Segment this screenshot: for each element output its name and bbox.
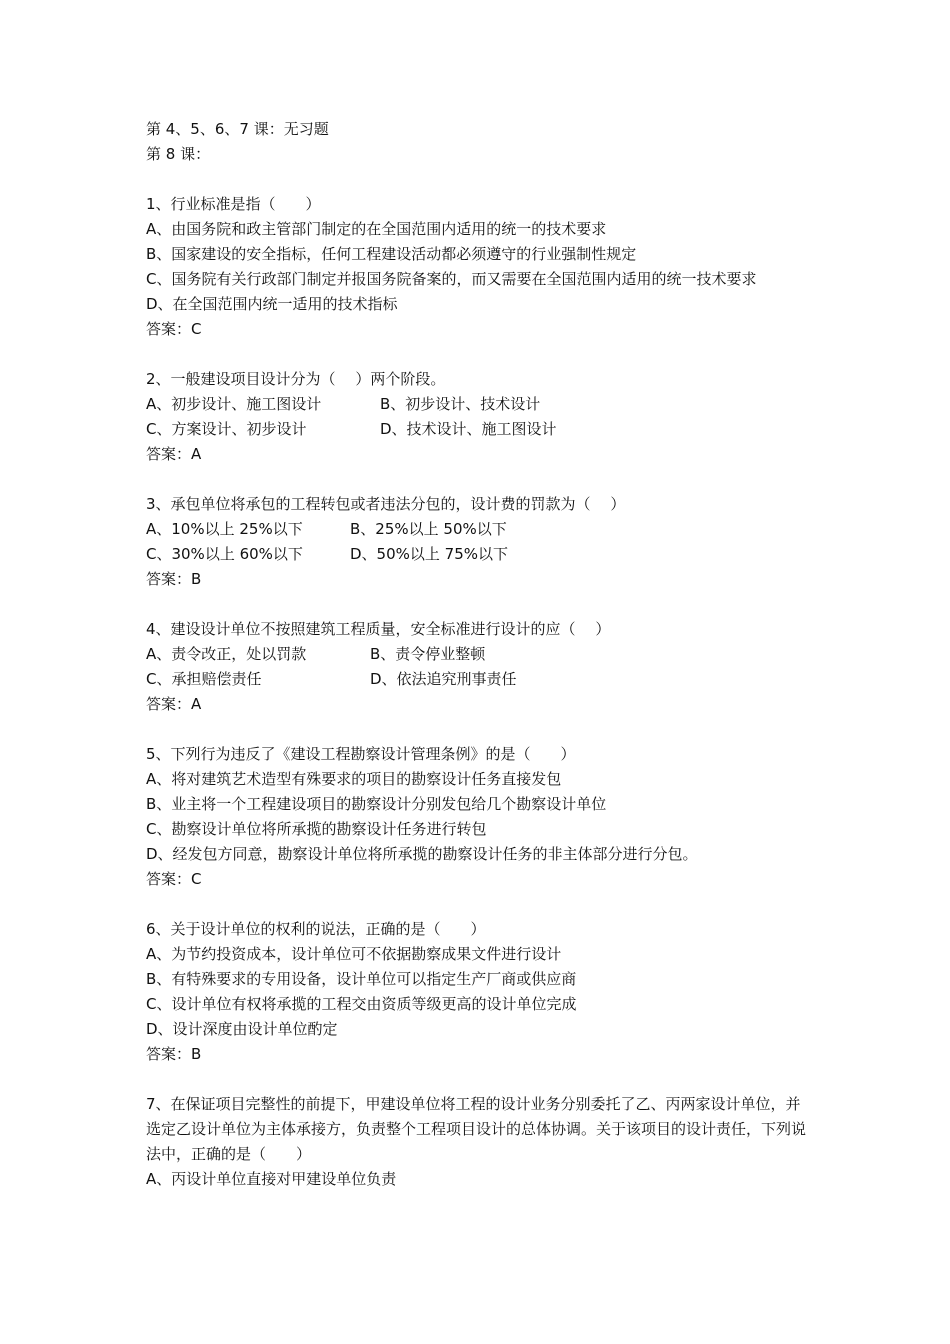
option-row (146, 642, 826, 667)
question-stem: 1、行业标准是指（ ） (146, 195, 321, 213)
answer: 答案：A (146, 445, 202, 463)
option-row (146, 667, 826, 692)
lessons-note: 第 4、5、6、7 课：无习题 (146, 120, 329, 138)
answer: 答案：B (146, 1045, 202, 1063)
answer: 答案：A (146, 695, 202, 713)
option-a: A、由国务院和政主管部门制定的在全国范围内适用的统一的技术要求 (146, 220, 607, 238)
spacer (146, 717, 826, 742)
spacer (146, 467, 826, 492)
question-4 (146, 617, 826, 717)
question-3 (146, 492, 826, 592)
answer: 答案：C (146, 870, 202, 888)
option-b: B、25%以上 50%以下 (350, 520, 507, 538)
spacer (146, 592, 826, 617)
option-a: A、为节约投资成本，设计单位可不依据勘察成果文件进行设计 (146, 945, 562, 963)
option-row (146, 542, 826, 567)
question-stem: 5、下列行为违反了《建设工程勘察设计管理条例》的是（ ） (146, 745, 576, 763)
option-a: A、责令改正，处以罚款 (146, 645, 307, 663)
option-d: D、技术设计、施工图设计 (380, 420, 557, 438)
option-c: C、设计单位有权将承揽的工程交由资质等级更高的设计单位完成 (146, 995, 577, 1013)
option-c: C、承担赔偿责任 (146, 670, 262, 688)
question-stem: 6、关于设计单位的权利的说法，正确的是（ ） (146, 920, 486, 938)
option-row (146, 392, 826, 417)
question-stem: 7、在保证项目完整性的前提下，甲建设单位将工程的设计业务分别委托了乙、丙两家设计单位，并选定乙设计单位为主体承接方，负责整个工程项目设计的总体协调。关于该项目的设计责任，下列说法中，正确的是（ ） (146, 1095, 807, 1163)
option-c: C、30%以上 60%以下 (146, 545, 303, 563)
option-a: A、丙设计单位直接对甲建设单位负责 (146, 1170, 397, 1188)
option-row (146, 517, 826, 542)
spacer (146, 1067, 826, 1092)
answer: 答案：B (146, 570, 202, 588)
option-d: D、设计深度由设计单位酌定 (146, 1020, 338, 1038)
document-page (146, 117, 826, 1192)
option-c: C、方案设计、初步设计 (146, 420, 307, 438)
option-b: B、国家建设的安全指标，任何工程建设活动都必须遵守的行业强制性规定 (146, 245, 637, 263)
option-d: D、在全国范围内统一适用的技术指标 (146, 295, 398, 313)
option-b: B、有特殊要求的专用设备，设计单位可以指定生产厂商或供应商 (146, 970, 577, 988)
question-1 (146, 192, 826, 342)
question-7 (146, 1092, 826, 1192)
spacer (146, 167, 826, 192)
question-2 (146, 367, 826, 467)
question-5 (146, 742, 826, 892)
question-stem: 4、建设设计单位不按照建筑工程质量，安全标准进行设计的应（ ） (146, 620, 611, 638)
spacer (146, 342, 826, 367)
option-c: C、国务院有关行政部门制定并报国务院备案的，而又需要在全国范围内适用的统一技术要求 (146, 270, 757, 288)
spacer (146, 892, 826, 917)
option-b: B、业主将一个工程建设项目的勘察设计分别发包给几个勘察设计单位 (146, 795, 607, 813)
option-d: D、50%以上 75%以下 (350, 545, 508, 563)
lesson-heading: 第 8 课： (146, 145, 211, 163)
answer: 答案：C (146, 320, 202, 338)
option-d: D、依法追究刑事责任 (370, 670, 517, 688)
question-6 (146, 917, 826, 1067)
option-c: C、勘察设计单位将所承揽的勘察设计任务进行转包 (146, 820, 487, 838)
option-b: B、初步设计、技术设计 (380, 395, 541, 413)
option-b: B、责令停业整顿 (370, 645, 486, 663)
option-row (146, 417, 826, 442)
option-a: A、将对建筑艺术造型有殊要求的项目的勘察设计任务直接发包 (146, 770, 562, 788)
option-a: A、10%以上 25%以下 (146, 520, 303, 538)
option-d: D、经发包方同意，勘察设计单位将所承揽的勘察设计任务的非主体部分进行分包。 (146, 845, 698, 863)
question-stem: 2、一般建设项目设计分为（ ）两个阶段。 (146, 370, 446, 388)
question-stem: 3、承包单位将承包的工程转包或者违法分包的，设计费的罚款为（ ） (146, 495, 626, 513)
option-a: A、初步设计、施工图设计 (146, 395, 322, 413)
